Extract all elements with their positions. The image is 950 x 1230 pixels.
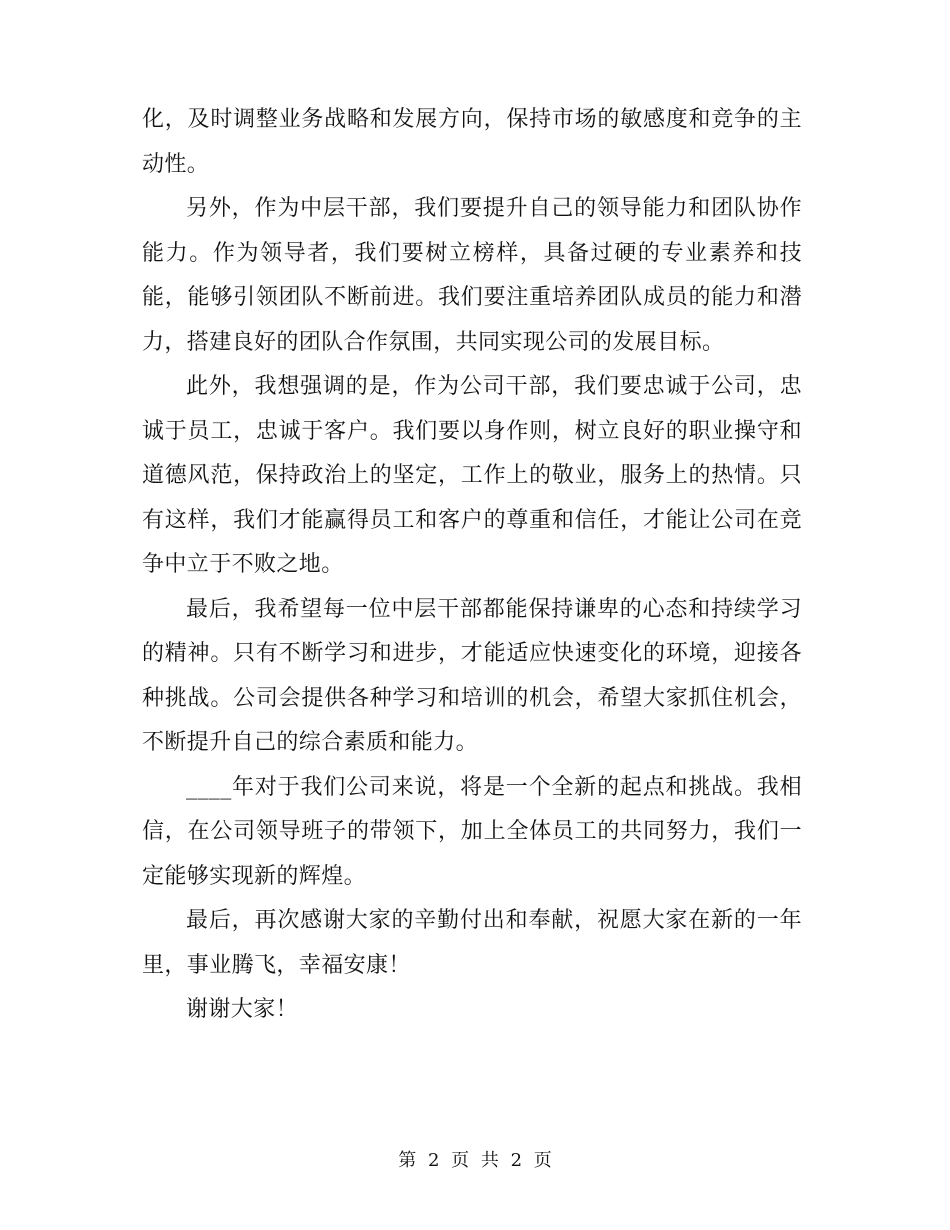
paragraph-6: 最后，再次感谢大家的辛勤付出和奉献，祝愿大家在新的一年里，事业腾飞，幸福安康！	[142, 908, 802, 978]
paragraph-1: 化，及时调整业务战略和发展方向，保持市场的敏感度和竞争的主动性。	[142, 107, 802, 177]
paragraph-4: 最后，我希望每一位中层干部都能保持谦卑的心态和持续学习的精神。只有不断学习和进步，才能适应快速变化的环境，迎接各种挑战。公司会提供各种学习和培训的机会，希望大家抓住机会，不断提升自己的综合素质和能力。	[142, 596, 802, 755]
document-body	[142, 98, 802, 1033]
paragraph-5: ____年对于我们公司来说，将是一个全新的起点和挑战。我相信，在公司领导班子的带领下，加上全体员工的共同努力，我们一定能够实现新的辉煌。	[142, 774, 802, 889]
paragraph-3: 此外，我想强调的是，作为公司干部，我们要忠诚于公司，忠诚于员工，忠诚于客户。我们要以身作则，树立良好的职业操守和道德风范，保持政治上的坚定，工作上的敬业，服务上的热情。只有这样，我们才能赢得员工和客户的尊重和信任，才能让公司在竞争中立于不败之地。	[142, 374, 802, 577]
paragraph-7: 谢谢大家！	[186, 997, 299, 1022]
paragraph-2: 另外，作为中层干部，我们要提升自己的领导能力和团队协作能力。作为领导者，我们要树立榜样，具备过硬的专业素养和技能，能够引领团队不断前进。我们要注重培养团队成员的能力和潜力，搭建良好的团队合作氛围，共同实现公司的发展目标。	[142, 196, 802, 355]
page-footer: 第 2 页 共 2 页	[398, 1150, 552, 1171]
